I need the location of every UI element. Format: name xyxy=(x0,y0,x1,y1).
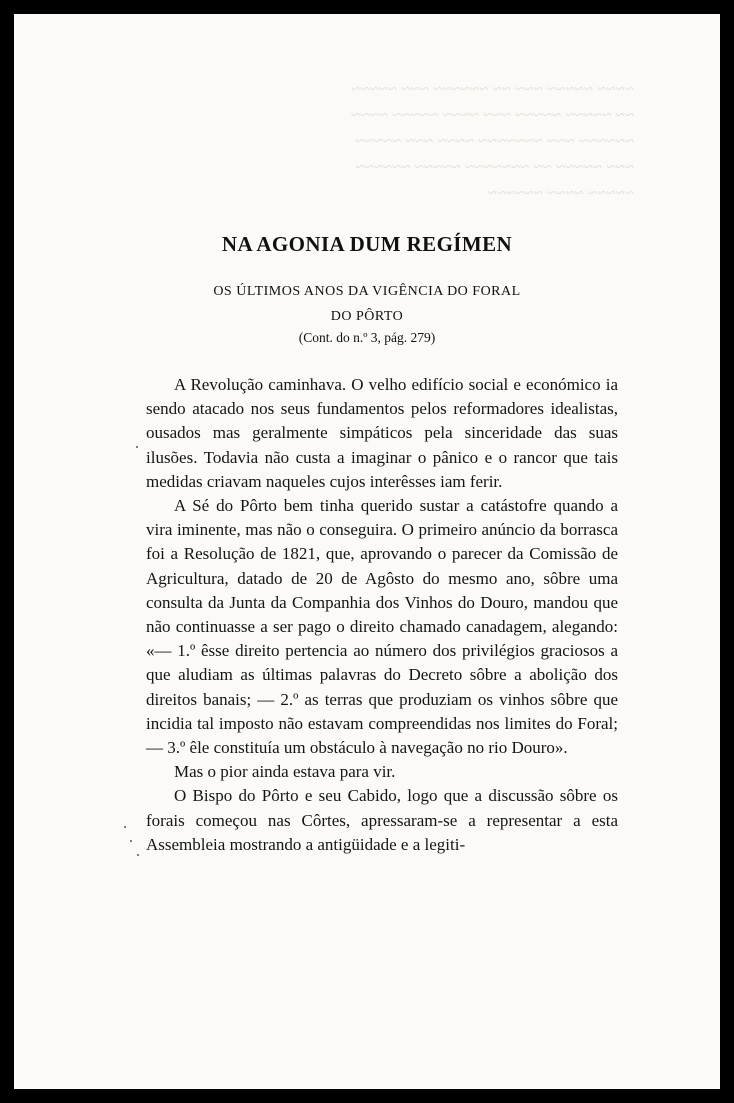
paragraph: O Bispo do Pôrto e seu Cabido, logo que a discussão sôbre os forais começou nas Côrtes, apressaram-se a representar a esta Assembleia mostrando a antigüidade e a legiti- xyxy=(146,786,618,854)
document-page xyxy=(14,14,720,1089)
article-subtitle xyxy=(14,279,720,329)
paragraph: A Revolução caminhava. O velho edifício social e económico ia sendo atacado nos seus fundamentos pelos reformadores idealistas, ousados mas geralmente simpáticos pela sinceridade das suas ilusões. Todavia não custa a imaginar o pânico e o rancor que tais medidas criavam naqueles cujos interêsses iam ferir. xyxy=(146,375,618,491)
paper-speck xyxy=(124,826,126,828)
bleed-through-decoration: ~~~~ ~~~~~ ~~~ ~~ ~~~~~~ ~~~ ~~~~~ ~~ ~~~~~ ~~~~~ ~~~ ~~~~ ~~~~~ ~~~~ ~~~~~~ ~~~ ~~~~~~~ ~~~~ ~~~ ~~~~~ ~~~ ~~~~~ ~~ ~~~~~~~ ~~~~~ ~~~~~~ ~~~~~ ~~~~ ~~~~~~ xyxy=(350,79,634,202)
article-body xyxy=(146,373,618,857)
paragraph: Mas o pior ainda estava para vir. xyxy=(174,762,396,782)
continuation-note: (Cont. do n.º 3, pág. 279) xyxy=(298,330,436,345)
subtitle-line-2: DO PÔRTO xyxy=(330,309,404,324)
paragraph: A Sé do Pôrto bem tinha querido sustar a catástofre quando a vira iminente, mas não o conseguira. O primeiro anúncio da borrasca foi a Resolução de 1821, que, aprovando o parecer da Comissão de Agricultura, datado de 20 de Agôsto do mesmo ano, sôbre uma consulta da Junta da Companhia dos Vinhos do Douro, mandou que não continuasse a ser pago o direito chamado canadagem, alegando: «— 1.º êsse direito pertencia ao número dos privilégios graciosos a que aludiam as últimas palavras do Decreto sôbre a abolição dos direitos banais; — 2.º as terras que produziam os vinhos sôbre que incidia tal imposto não estavam compreendidas nos limites do Foral; — 3.º êle constituía um obstáculo à navegação no rio Douro». xyxy=(146,496,618,758)
paper-speck xyxy=(130,840,132,842)
article-title: NA AGONIA DUM REGÍMEN xyxy=(221,232,513,256)
paper-speck xyxy=(137,854,139,856)
subtitle-line-1: OS ÚLTIMOS ANOS DA VIGÊNCIA DO FORAL xyxy=(213,284,521,299)
paper-speck xyxy=(136,446,138,448)
